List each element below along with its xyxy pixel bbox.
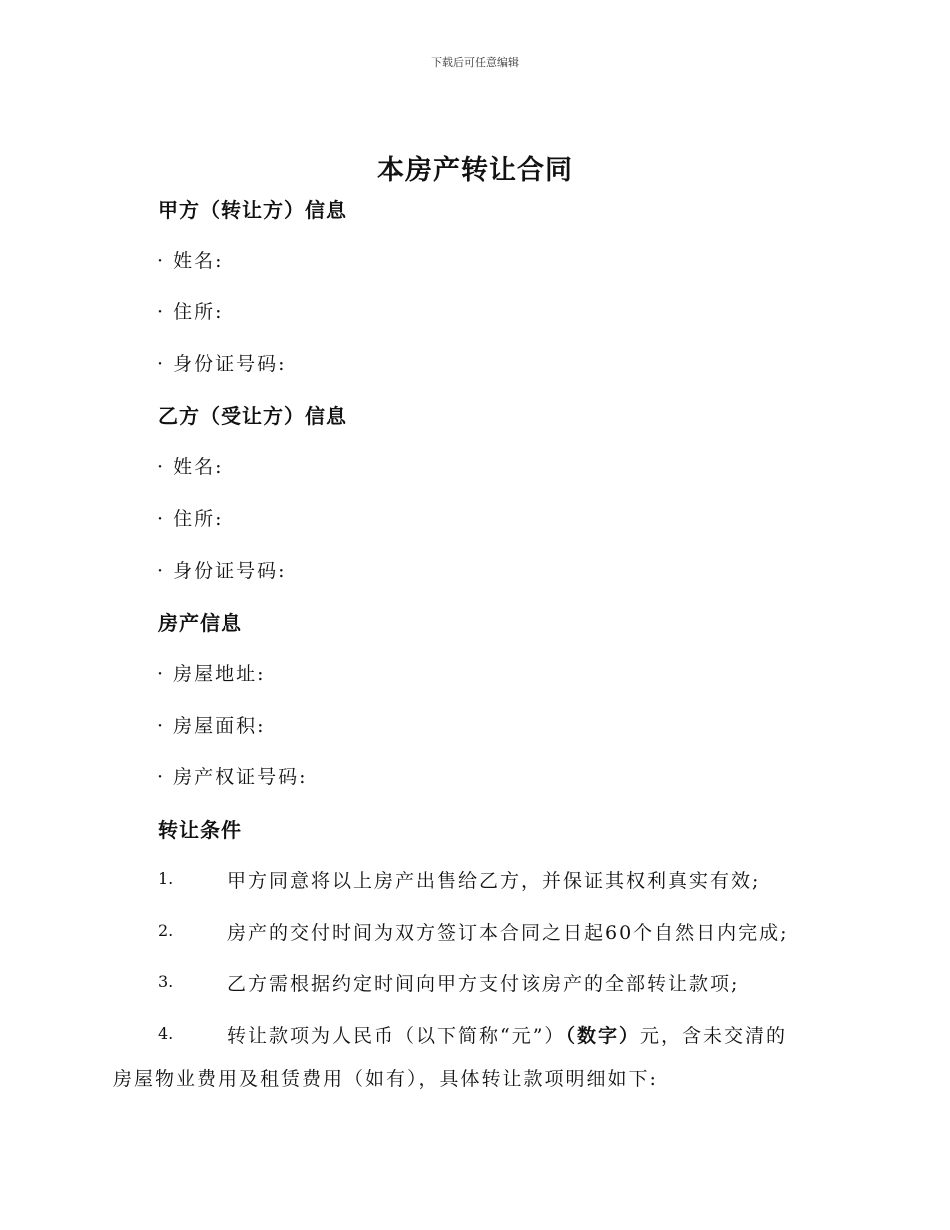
party-a-id-field: · 身份证号码: — [157, 353, 287, 375]
property-address-field: · 房屋地址: — [157, 663, 266, 685]
clause-text: 乙方需根据约定时间向甲方支付该房产的全部转让款项; — [227, 973, 740, 995]
conditions-heading: 转让条件 — [158, 818, 242, 842]
clause-text-part: 元，含未交清的 — [639, 1025, 787, 1047]
property-area-field: · 房屋面积: — [157, 715, 266, 737]
party-a-address-field: · 住所: — [157, 301, 224, 323]
party-a-heading: 甲方（转让方）信息 — [158, 198, 347, 222]
party-b-address-field: · 住所: — [157, 508, 224, 530]
document-title: 本房产转让合同 — [377, 155, 573, 186]
clause-text — [227, 1021, 787, 1048]
clause-continuation: 房屋物业费用及租赁费用（如有），具体转让款项明细如下: — [113, 1068, 658, 1090]
party-b-id-field: · 身份证号码: — [157, 560, 287, 582]
party-b-heading: 乙方（受让方）信息 — [158, 404, 347, 428]
clause-text-part: 转让款项为人民币（以下简称“元”） — [227, 1025, 566, 1047]
party-b-name-field: · 姓名: — [157, 456, 224, 478]
clause-number: 4. — [158, 1024, 174, 1043]
clause-number: 1. — [158, 869, 174, 888]
party-a-name-field: · 姓名: — [157, 250, 224, 272]
clause-text: 房产的交付时间为双方签订本合同之日起60个自然日内完成; — [227, 922, 789, 944]
property-cert-field: · 房产权证号码: — [157, 766, 308, 788]
clause-text: 甲方同意将以上房产出售给乙方，并保证其权利真实有效; — [227, 870, 761, 892]
clause-number: 3. — [158, 972, 174, 991]
clause-amount-placeholder: （数字） — [565, 1025, 640, 1047]
property-heading: 房产信息 — [158, 611, 242, 635]
clause-number: 2. — [158, 921, 174, 940]
header-note: 下载后可任意编辑 — [431, 56, 519, 69]
